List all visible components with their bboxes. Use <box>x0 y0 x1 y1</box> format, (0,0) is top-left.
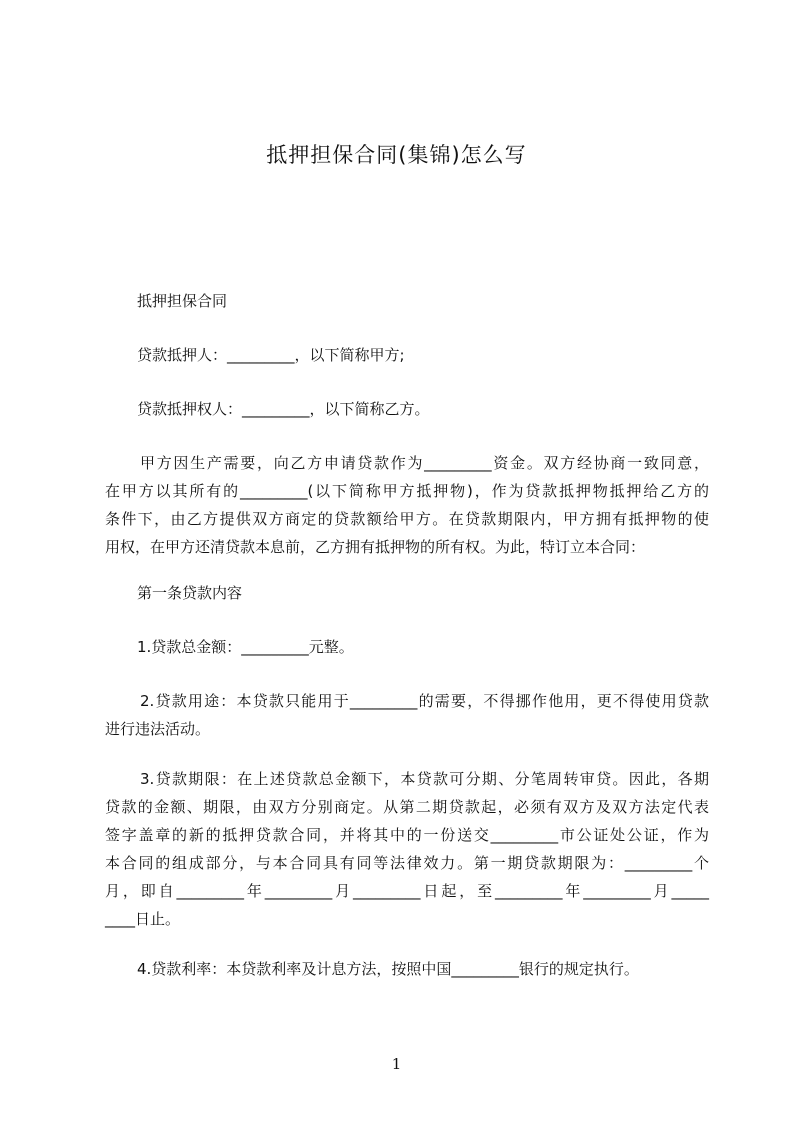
item-3-loan-term: 3.贷款期限：在上述贷款总金额下，本贷款可分期、分笔周转审贷。因此，各期 贷款的金额、期限，由双方分别商定。从第二期贷款起，必须有双方及双方法定代表 签字盖章的新的抵押贷款合同，并将其中的一份送交_________市公证处公证，作为 本合同的组成部分，与本合同具有同等法律效力。第一期贷款期限为：_________个 月，即自_________年_________月_________日起，至_________年_________月_____ ____日止。 <box>105 770 709 928</box>
document-title: 抵押担保合同(集锦)怎么写 <box>266 143 527 167</box>
mortgagor-line: 贷款抵押人：_________，以下简称甲方; <box>137 346 405 364</box>
item-2-loan-purpose: 2.贷款用途：本贷款只能用于_________的需要，不得挪作他用，更不得使用贷款 进行违法活动。 <box>105 692 709 738</box>
item-4-interest-rate: 4.贷款利率：本贷款利率及计息方法，按照中国_________银行的规定执行。 <box>137 960 639 978</box>
mortgagee-line: 贷款抵押权人：_________，以下简称乙方。 <box>137 400 430 418</box>
preamble-paragraph: 甲方因生产需要，向乙方申请贷款作为_________资金。双方经协商一致同意， 在甲方以其所有的_________(以下简称甲方抵押物)，作为贷款抵押物抵押给乙方的 条件下，由乙方提供双方商定的贷款额给甲方。在贷款期限内，甲方拥有抵押物的使 用权，在甲方还清贷款本息前，乙方拥有抵押物的所有权。为此，特订立本合同： <box>105 454 709 556</box>
item-1-total-amount: 1.贷款总金额：_________元整。 <box>137 638 354 656</box>
page-number: 1 <box>391 1055 402 1073</box>
contract-heading: 抵押担保合同 <box>137 292 228 310</box>
article-1-heading: 第一条贷款内容 <box>137 584 243 602</box>
